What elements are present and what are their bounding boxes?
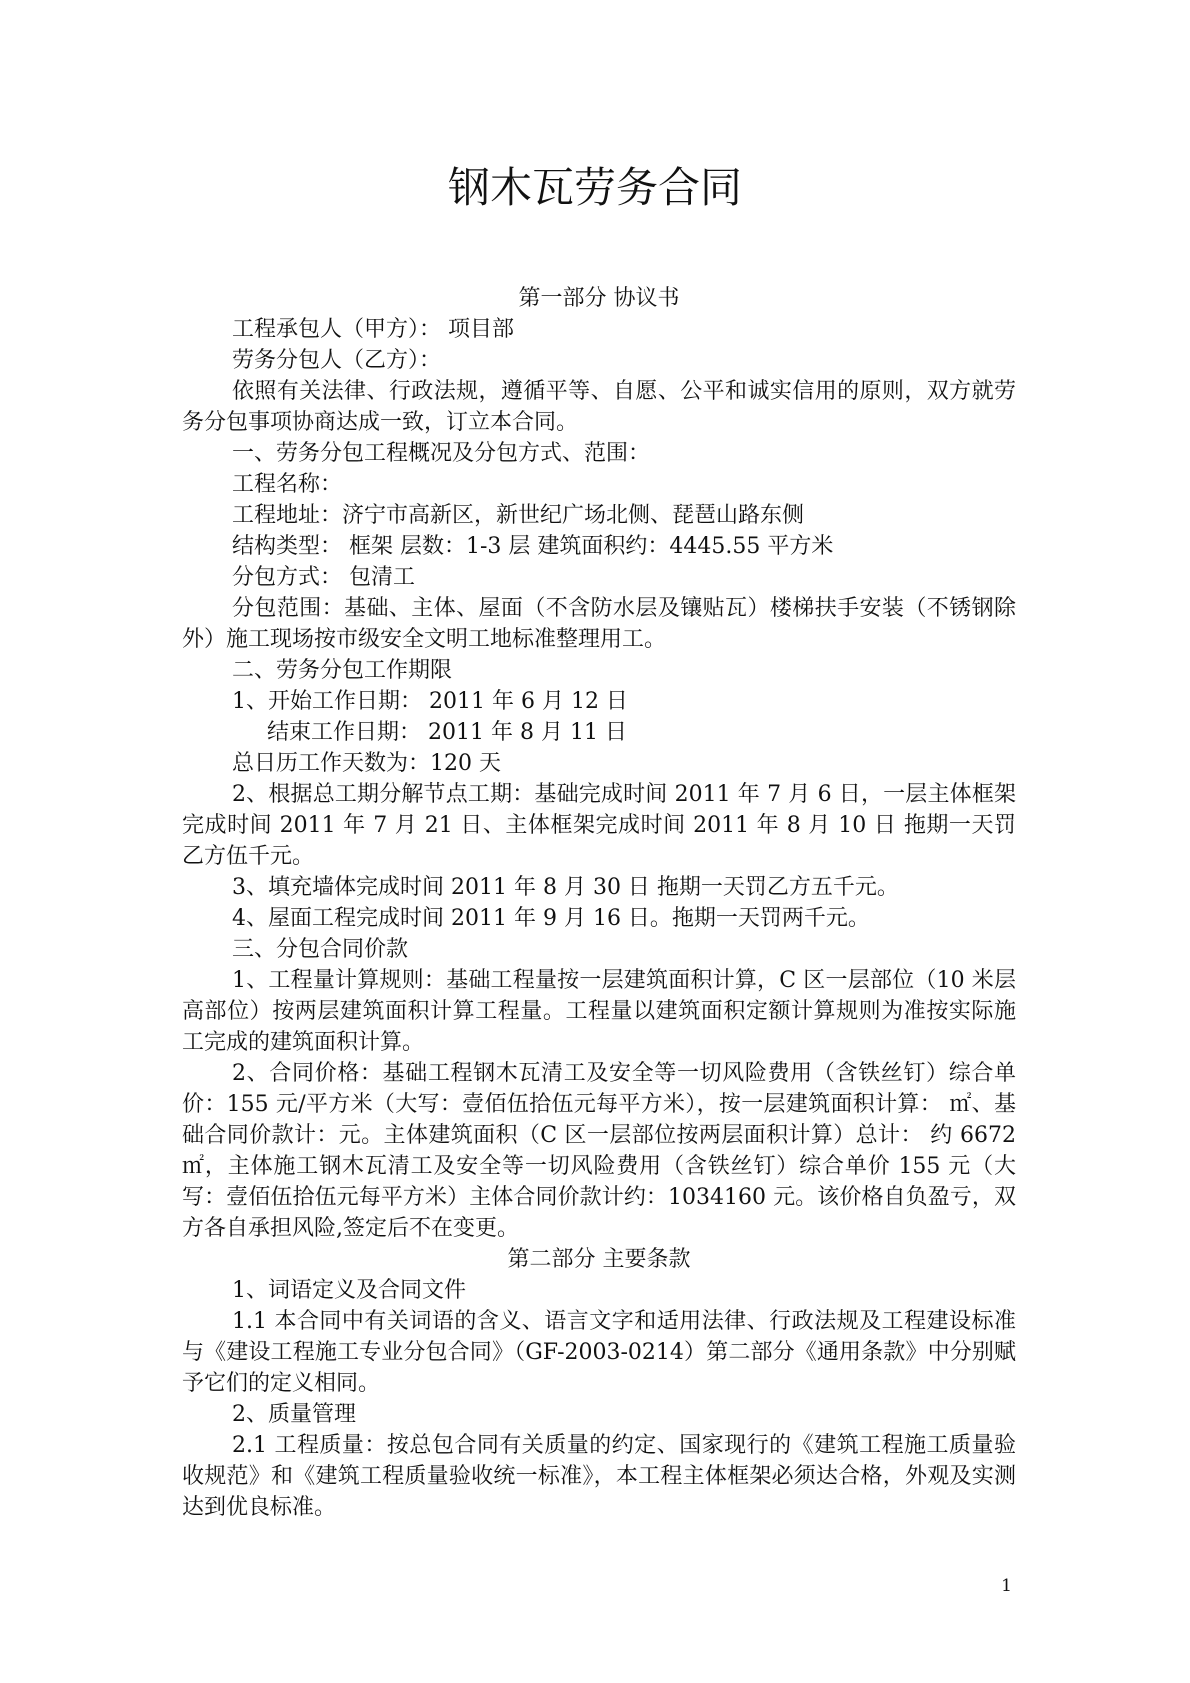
paragraph-end-date: 结束工作日期： 2011 年 8 月 11 日 [267, 720, 627, 745]
paragraph-project-address: 工程地址：济宁市高新区，新世纪广场北侧、琵琶山路东侧 [232, 503, 805, 528]
paragraph-quantity-rules: 1、工程量计算规则：基础工程量按一层建筑面积计算，C 区一层部位（10 米层高部位）按两层建筑面积计算工程量。工程量以建筑面积定额计算规则为准按实际施工完成的建筑面积计算。 [182, 968, 1016, 1055]
paragraph-milestones: 2、根据总工期分解节点工期：基础完成时间 2011 年 7 月 6 日，一层主体框架完成时间 2011 年 7 月 21 日、主体框架完成时间 2011 年 8 月 10 日 拖期一天罚乙方伍千元。 [182, 782, 1016, 869]
paragraph-roof: 4、屋面工程完成时间 2011 年 9 月 16 日。拖期一天罚两千元。 [232, 906, 870, 931]
section-heading-definitions: 1、词语定义及合同文件 [232, 1278, 466, 1303]
part1-heading: 第一部分 协议书 [518, 286, 680, 311]
document-title: 钢木瓦劳务合同 [447, 163, 742, 212]
paragraph-start-date: 1、开始工作日期： 2011 年 6 月 12 日 [232, 689, 628, 714]
section-heading-period: 二、劳务分包工作期限 [232, 658, 453, 683]
section-heading-price: 三、分包合同价款 [232, 937, 409, 962]
paragraph-preamble: 依照有关法律、行政法规，遵循平等、自愿、公平和诚实信用的原则，双方就劳务分包事项协商达成一致，订立本合同。 [182, 379, 1016, 435]
page-number: 1 [1001, 1576, 1012, 1596]
paragraph-contractor: 工程承包人（甲方）： 项目部 [232, 317, 514, 342]
paragraph-total-days: 总日历工作天数为：120 天 [232, 751, 501, 776]
paragraph-method: 分包方式： 包清工 [232, 565, 415, 590]
paragraph-project-name: 工程名称： [232, 472, 343, 497]
paragraph-subcontractor: 劳务分包人（乙方）： [232, 348, 442, 373]
paragraph-quality: 2.1 工程质量：按总包合同有关质量的约定、国家现行的《建筑工程施工质量验收规范》和《建筑工程质量验收统一标准》，本工程主体框架必须达合格，外观及实测达到优良标准。 [182, 1433, 1016, 1520]
section-heading-quality: 2、质量管理 [232, 1402, 356, 1427]
part2-heading: 第二部分 主要条款 [507, 1247, 691, 1272]
paragraph-structure: 结构类型： 框架 层数：1-3 层 建筑面积约：4445.55 平方米 [232, 534, 834, 559]
paragraph-scope: 分包范围：基础、主体、屋面（不含防水层及镶贴瓦）楼梯扶手安装（不锈钢除外）施工现场按市级安全文明工地标准整理用工。 [182, 596, 1016, 652]
paragraph-contract-price: 2、合同价格：基础工程钢木瓦清工及安全等一切风险费用（含铁丝钉）综合单价：155 元/平方米（大写：壹佰伍拾伍元每平方米），按一层建筑面积计算： ㎡、基础合同价款计：元。主体建筑面积（C 区一层部位按两层面积计算）总计： 约 6672 ㎡，主体施工钢木瓦清工及安全等一切风险费用（含铁丝钉）综合单价 155 元（大写：壹佰伍拾伍元每平方米）主体合同价款计约：1034160 元。该价格自负盈亏，双方各自承担风险,签定后不在变更。 [182, 1061, 1016, 1241]
paragraph-infill-wall: 3、填充墙体完成时间 2011 年 8 月 30 日 拖期一天罚乙方五千元。 [232, 875, 899, 900]
paragraph-definitions: 1.1 本合同中有关词语的含义、语言文字和适用法律、行政法规及工程建设标准与《建设工程施工专业分包合同》（GF-2003-0214）第二部分《通用条款》中分别赋予它们的定义相同。 [182, 1309, 1016, 1396]
section-heading-overview: 一、劳务分包工程概况及分包方式、范围： [232, 441, 651, 466]
document-body [182, 283, 1016, 1523]
